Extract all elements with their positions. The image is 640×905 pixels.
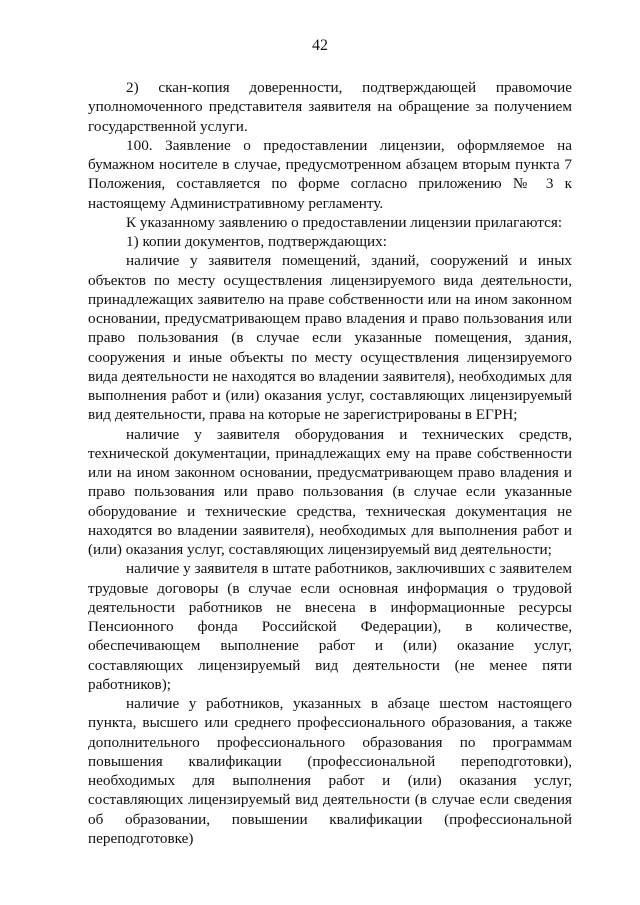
paragraph-power-of-attorney: 2) скан-копия доверенности, подтверждающей правомочие уполномоченного представителя заявителя на обращение за получением государственной услуги.: [88, 79, 572, 135]
paragraph-staff: наличие у заявителя в штате работников, заключивших с заявителем трудовые договоры (в случае если основная информация о трудовой деятельности работников не внесена в информационные ресурсы Пенсионного фонда Российской Федерации), в количестве, обеспечивающем выполнение работ и (или) оказание услуг, составляющих лицензируемый вид деятельности (не менее пяти работников);: [88, 560, 572, 693]
document-body: [88, 78, 572, 848]
paragraph-document-copies: 1) копии документов, подтверждающих:: [126, 233, 387, 250]
paragraph-100-application: 100. Заявление о предоставлении лицензии, оформляемое на бумажном носителе в случае, предусмотренном абзацем вторым пункта 7 Положения, составляется по форме согласно приложению № 3 к настоящему Административному регламенту.: [88, 136, 572, 212]
page-number: 42: [312, 37, 328, 54]
paragraph-attachments-intro: К указанному заявлению о предоставлении лицензии прилагаются:: [126, 213, 563, 231]
paragraph-equipment: наличие у заявителя оборудования и технических средств, технической документации, принадлежащих ему на праве собственности или на ином законном основании, предусматривающем право владения и право пользования или право пользования (в случае если указанные оборудование и технические средства, техническая документация не находятся во владении заявителя), необходимых для выполнения работ и (или) оказания услуг, составляющих лицензируемый вид деятельности;: [88, 425, 572, 558]
paragraph-education: наличие у работников, указанных в абзаце шестом настоящего пункта, высшего или среднего профессионального образования, а также дополнительного профессионального образования по программам повышения квалификации (профессиональной переподготовки), необходимых для выполнения работ и (или) оказания услуг, составляющих лицензируемый вид деятельности (в случае если сведения об образовании, повышении квалификации (профессиональной переподготовке): [88, 695, 572, 847]
paragraph-premises: наличие у заявителя помещений, зданий, сооружений и иных объектов по месту осуществления лицензируемого вида деятельности, принадлежащих заявителю на праве собственности или на ином законном основании, предусматривающем право владения и право пользования или право пользования (в случае если указанные помещения, здания, сооружения и иные объекты по месту осуществления лицензируемого вида деятельности не находятся во владении заявителя), необходимых для выполнения работ и (или) оказания услуг, составляющих лицензируемый вид деятельности, права на которые не зарегистрированы в ЕГРН;: [88, 252, 572, 424]
